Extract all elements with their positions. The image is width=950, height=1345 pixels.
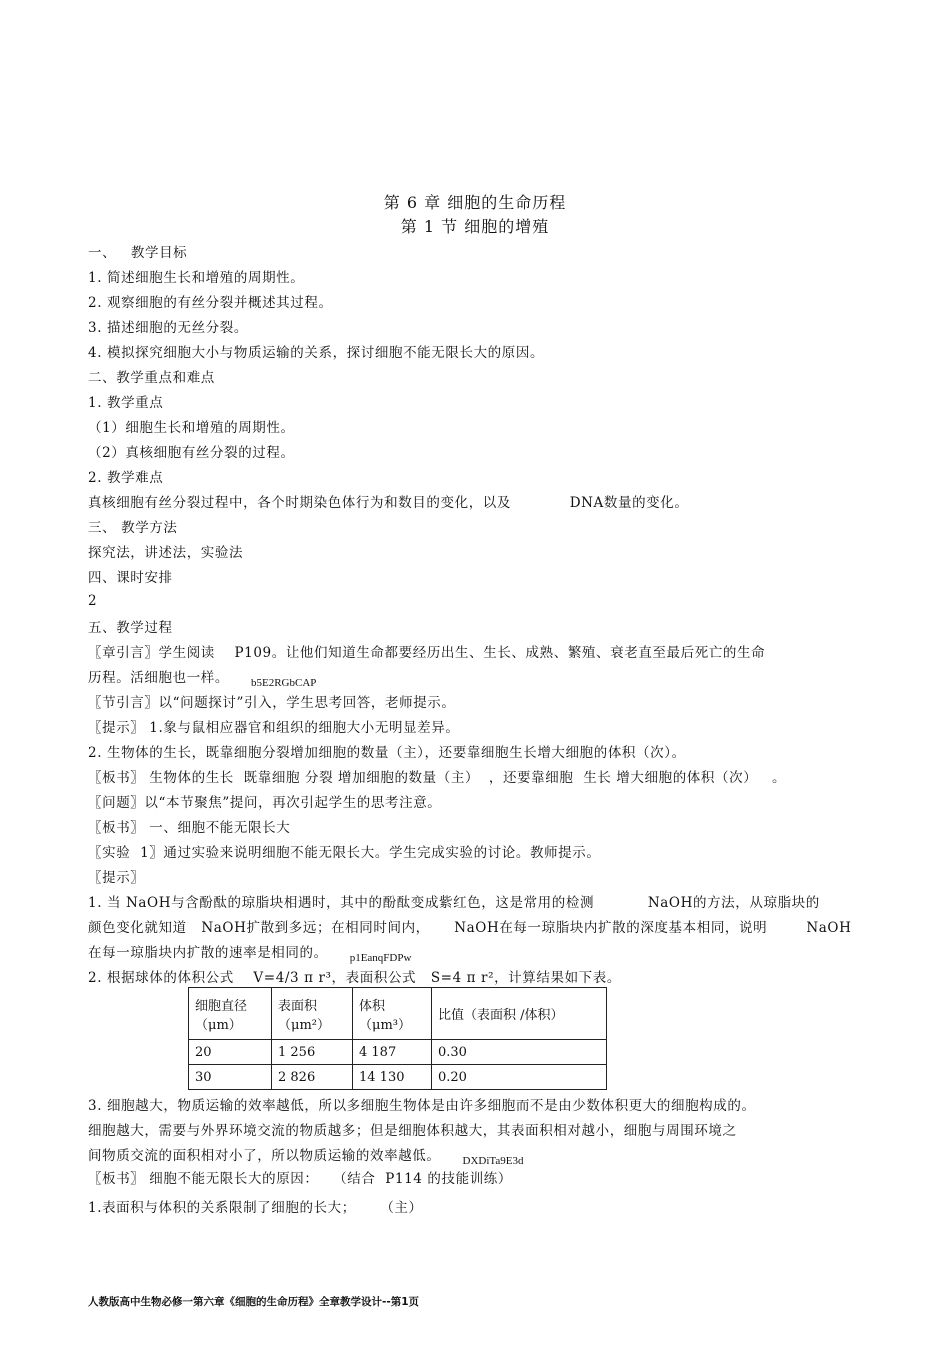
text-line: 细胞越大，需要与外界环境交流的物质越多；但是细胞体积越大，其表面积相对越小，细胞与周围环境之: [88, 1123, 737, 1139]
line-text: 在每一琼脂块内扩散的速率是相同的。: [88, 945, 328, 961]
text-line: 〖提示〗: [88, 870, 145, 886]
page-footer: 人教版高中生物必修一第六章《细胞的生命历程》全章教学设计--第1页: [88, 1296, 420, 1308]
table-header-cell: 表面积 （μm²）: [272, 988, 353, 1040]
table-header-cell: 体积 （μm³）: [353, 988, 432, 1040]
text-line: 〖章引言〗学生阅读 P109。让他们知道生命都要经历出生、生长、成熟、繁殖、衰老直至最后死亡的生命: [88, 645, 766, 661]
text-line: 〖实验 1〗通过实验来说明细胞不能无限长大。学生完成实验的讨论。教师提示。: [88, 845, 601, 861]
text-line: 2. 生物体的生长，既靠细胞分裂增加细胞的数量（主），还要靠细胞生长增大细胞的体积（次）。: [88, 745, 686, 761]
text-line: 1. 简述细胞生长和增殖的周期性。: [88, 270, 305, 286]
text-line: 二、教学重点和难点: [88, 370, 215, 386]
text-line: 四、课时安排: [88, 570, 173, 586]
text-line: 4. 模拟探究细胞大小与物质运输的关系，探讨细胞不能无限长大的原因。: [88, 345, 545, 361]
text-line: 1.表面积与体积的关系限制了细胞的长大； （主）: [88, 1200, 423, 1216]
text-line: 五、教学过程: [88, 620, 173, 636]
text-line: 2. 观察细胞的有丝分裂并概述其过程。: [88, 295, 333, 311]
text-line: 1. 教学重点: [88, 395, 164, 411]
line-text: 间物质交流的面积相对小了，所以物质运输的效率越低。: [88, 1148, 441, 1164]
text-line: 2: [88, 593, 98, 609]
chapter-title: 第 6 章 细胞的生命历程: [383, 193, 567, 212]
table-header-cell: 比值（表面积 /体积）: [432, 988, 607, 1040]
text-line: [88, 1144, 524, 1167]
doc-code: b5E2RGbCAP: [251, 677, 317, 689]
text-line: 2. 教学难点: [88, 470, 164, 486]
results-table: [188, 987, 607, 1090]
doc-code: DXDiTa9E3d: [462, 1155, 524, 1167]
text-line: 颜色变化就知道 NaOH扩散到多远；在相同时间内， NaOH在每一琼脂块内扩散的深度基本相同，说明 NaOH: [88, 920, 852, 936]
text-line: 3. 描述细胞的无丝分裂。: [88, 320, 248, 336]
text-line: 〖板书〗 细胞不能无限长大的原因： （结合 P114 的技能训练）: [88, 1171, 512, 1187]
section-title: 第 1 节 细胞的增殖: [400, 217, 550, 236]
text-line: 〖板书〗 生物体的生长 既靠细胞 分裂 增加细胞的数量（主） ，还要靠细胞 生长 增大细胞的体积（次） 。: [88, 770, 787, 786]
text-line: 2. 根据球体的体积公式 V=4/3 π r³，表面积公式 S=4 π r²，计算结果如下表。: [88, 970, 621, 986]
doc-code: p1EanqFDPw: [349, 952, 412, 964]
text-line: 〖板书〗 一、细胞不能无限长大: [88, 820, 291, 836]
text-line: 一、 教学目标: [88, 245, 188, 261]
text-line: 1. 当 NaOH与含酚酞的琼脂块相遇时，其中的酚酞变成紫红色，这是常用的检测 NaOH的方法，从琼脂块的: [88, 895, 820, 911]
text-line: 探究法，讲述法，实验法: [88, 545, 244, 561]
text-line: 〖提示〗 1.象与鼠相应器官和组织的细胞大小无明显差异。: [88, 720, 460, 736]
text-line: [88, 941, 412, 964]
text-line: （1）细胞生长和增殖的周期性。: [88, 420, 295, 436]
text-line: 3. 细胞越大，物质运输的效率越低，所以多细胞生物体是由许多细胞而不是由少数体积更大的细胞构成的。: [88, 1098, 756, 1114]
text-line: [88, 666, 317, 689]
line-text: 历程。活细胞也一样。: [88, 670, 229, 686]
text-line: 真核细胞有丝分裂过程中，各个时期染色体行为和数目的变化，以及 DNA数量的变化。: [88, 495, 689, 511]
text-line: 〖问题〗以“本节聚焦”提问，再次引起学生的思考注意。: [88, 795, 442, 811]
text-line: 〖节引言〗以“问题探讨”引入，学生思考回答，老师提示。: [88, 695, 456, 711]
text-line: 三、 教学方法: [88, 520, 178, 536]
table-row: 30 2 826 14 130 0.20: [189, 1065, 607, 1090]
table-header-cell: 细胞直径 （μm）: [189, 988, 272, 1040]
table-row: 20 1 256 4 187 0.30: [189, 1040, 607, 1065]
text-line: （2）真核细胞有丝分裂的过程。: [88, 445, 295, 461]
